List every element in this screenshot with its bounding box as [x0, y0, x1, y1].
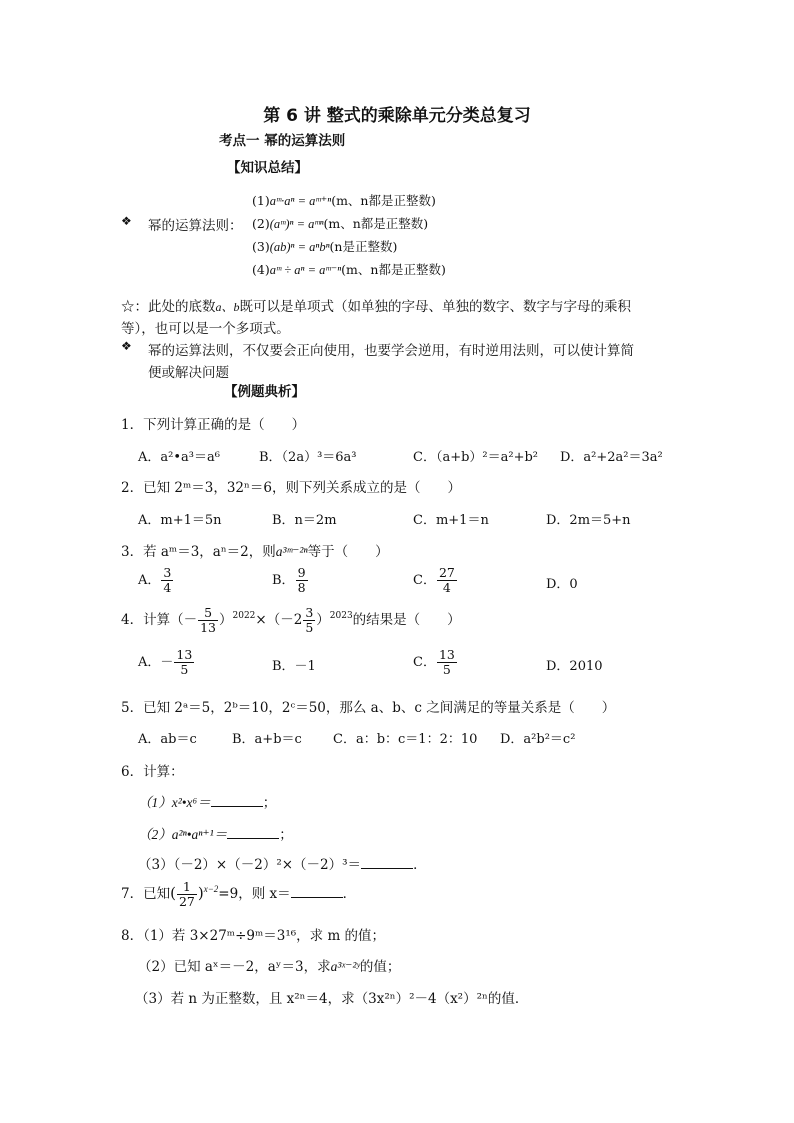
q3-option-c	[413, 566, 458, 595]
q4-f2-num: 3	[305, 605, 314, 620]
q4-option-b: B．－1	[272, 659, 316, 674]
q3-b-label: B．	[272, 573, 295, 588]
q4-exp-1: 2022	[232, 611, 256, 621]
q2-stem: 2．已知 2ᵐ＝3，32ⁿ＝6，则下列关系成立的是（ ）	[121, 480, 461, 496]
q4-stem-a: 4．计算（－	[121, 612, 198, 628]
rule-2-num: (2)	[252, 216, 270, 231]
example-header: 【例题典析】	[224, 384, 305, 400]
q1-option-a: A．a²•a³＝a⁶	[138, 450, 220, 465]
q3-b-num: 9	[297, 565, 306, 580]
q6-p2-text: （2）a²ⁿ•aⁿ⁺¹＝	[138, 827, 228, 842]
note-star: ☆：此处的底数	[121, 299, 216, 315]
q7-end: ．	[342, 886, 357, 902]
q6-blank-1[interactable]	[211, 794, 263, 807]
q3-a-label: A．	[138, 573, 161, 588]
q3-option-b	[272, 566, 309, 595]
rule-4-condition: (m、n都是正整数)	[341, 262, 446, 277]
q3-c-num: 27	[438, 565, 455, 580]
q3-stem-b: 等于（ ）	[307, 544, 389, 560]
q2-option-b: B．n＝2m	[272, 513, 337, 528]
q4-a-label: A．－	[138, 655, 174, 670]
q4-a-num: 13	[176, 647, 193, 662]
q1-option-b: B．（2a）³＝6a³	[259, 450, 357, 465]
q4-c-fraction	[437, 648, 457, 677]
rule-1	[252, 191, 436, 209]
q3-b-den: 8	[297, 580, 306, 595]
note-line-1	[121, 295, 631, 315]
page-title: 第 6 讲 整式的乘除单元分类总复习	[263, 106, 531, 126]
q4-option-c	[413, 648, 458, 677]
q4-f1-num: 5	[198, 606, 218, 621]
q7-stem: 7．已知( $\frac{1}{27}$ )$^{x-2}$=9，则 x＝ ．	[121, 879, 357, 909]
q4-c-den: 5	[442, 662, 451, 677]
q7-blank[interactable]	[291, 885, 343, 898]
q3-a-num: 3	[163, 565, 172, 580]
q5-option-c: C．a：b：c＝1：2：10	[333, 732, 478, 747]
q5-stem: 5．已知 2ᵃ＝5，2ᵇ＝10，2ᶜ＝50，那么 a、b、c 之间满足的等量关系是（ ）	[121, 700, 616, 716]
q6-part-1	[138, 791, 276, 811]
q3-stem	[121, 540, 389, 560]
note2-line-2: 便或解决问题	[148, 365, 229, 381]
q4-fraction-1	[198, 606, 218, 635]
q6-end-2: ；	[279, 827, 293, 843]
rule-1-formula: aᵐ·aⁿ = aᵐ⁺ⁿ	[269, 194, 332, 208]
q3-stem-a: 3．若 aᵐ＝3，aⁿ＝2，则	[121, 544, 276, 560]
rule-2-condition: (m、n都是正整数)	[323, 216, 429, 231]
q8-p2-a: （2）已知 aˣ＝－2，aʸ＝3，求	[138, 959, 331, 975]
q4-f1-den: 13	[200, 620, 216, 635]
section-heading: 考点一 幂的运算法则	[219, 133, 346, 149]
rule-3-condition: (n是正整数)	[329, 239, 398, 254]
q3-c-den: 4	[442, 580, 451, 595]
q8-p2-expr: a³ˣ⁻²ʸ	[330, 959, 360, 974]
q6-blank-3[interactable]	[361, 856, 413, 869]
q3-expr: a³ᵐ⁻²ⁿ	[275, 544, 308, 559]
q4-a-fraction	[174, 648, 194, 677]
q2-option-d: D．2m＝5+n	[546, 513, 631, 528]
rule-3-formula: (ab)ⁿ = aⁿbⁿ	[269, 240, 330, 254]
q3-b-fraction	[296, 566, 308, 595]
rules-label: 幂的运算法则：	[148, 218, 243, 234]
q4-fraction-2	[303, 606, 315, 635]
q6-p3-text: （3）（－2）×（－2）²×（－2）³＝	[138, 857, 362, 873]
q4-mid: ×（－2	[255, 612, 303, 628]
q5-option-b: B．a+b＝c	[232, 732, 302, 747]
note-line-1-rest: 既可以是单项式（如单独的字母、单独的数字、数字与字母的乘积	[239, 299, 632, 315]
note-ab: a、b	[215, 300, 240, 314]
rule-2-formula: (aᵐ)ⁿ = aᵐⁿ	[269, 217, 324, 231]
q3-c-label: C．	[413, 573, 436, 588]
q7-f-den: 27	[178, 894, 195, 909]
note-line-2: 等），也可以是一个多项式。	[121, 321, 290, 337]
q4-c-label: C．	[413, 655, 436, 670]
rule-1-condition: (m、n都是正整数)	[331, 193, 436, 208]
q1-stem: 1．下列计算正确的是（ ）	[121, 417, 306, 433]
q1-option-c: C．（a+b）²＝a²+b²	[413, 450, 539, 465]
q2-option-c: C．m+1＝n	[413, 513, 489, 528]
knowledge-header: 【知识总结】	[227, 160, 308, 176]
rule-4	[252, 260, 446, 278]
diamond-bullet-icon-2: ❖	[121, 339, 132, 353]
q1-option-d: D．a²+2a²＝3a²	[560, 450, 663, 465]
q6-end-1: ；	[262, 795, 277, 811]
q2-option-a: A．m+1＝5n	[138, 513, 222, 528]
q7-f-num: 1	[177, 880, 197, 895]
q6-part-3	[138, 853, 427, 873]
q4-option-a	[138, 648, 195, 677]
q5-option-a: A．ab＝c	[138, 732, 197, 747]
rule-2	[252, 214, 428, 232]
q8-part-3: （3）若 n 为正整数，且 x²ⁿ＝4，求（3x²ⁿ）²－4（x²）²ⁿ的值．	[135, 991, 529, 1007]
q6-stem: 6．计算：	[121, 764, 184, 780]
q4-f2-den: 5	[305, 620, 314, 635]
q4-option-d: D．2010	[546, 659, 603, 674]
rule-4-num: (4)	[252, 262, 270, 277]
q6-end-3: ．	[413, 857, 427, 873]
q8-part-2	[138, 955, 400, 975]
q4-stem-b: 的结果是（ ）	[352, 612, 461, 628]
q3-c-fraction	[437, 566, 457, 595]
q3-option-d: D．0	[546, 577, 578, 592]
q4-stem: 4．计算（－ $\frac{5}{13}$ ）$^{2022}$×（－2 $\frac{3}{5}$ ）$^{2023}$的结果是（ ）	[121, 605, 461, 635]
q8-part-1: 8．（1）若 3×27ᵐ÷9ᵐ＝3¹⁶，求 m 的值；	[121, 928, 386, 944]
q4-a-den: 5	[180, 662, 189, 677]
q3-a-fraction	[161, 566, 173, 595]
q4-c-num: 13	[438, 647, 455, 662]
q7-fraction	[177, 880, 197, 909]
note2-line-1: 幂的运算法则，不仅要会正向使用，也要学会逆用，有时逆用法则，可以使计算简	[148, 343, 634, 359]
q3-option-a	[138, 566, 174, 595]
diamond-bullet-icon: ❖	[121, 214, 132, 228]
q6-p1-text: （1）x²•x⁶＝	[138, 795, 211, 810]
q5-option-d: D．a²b²＝c²	[500, 732, 576, 747]
q7-stem-b: =9，则 x＝	[218, 886, 291, 902]
q3-a-den: 4	[163, 580, 172, 595]
q8-p2-b: 的值；	[359, 959, 401, 975]
rule-3	[252, 237, 397, 255]
q7-stem-a: 7．已知	[121, 886, 171, 902]
q6-part-2	[138, 823, 293, 843]
rule-4-formula: aᵐ ÷ aⁿ = aᵐ⁻ⁿ	[269, 263, 342, 277]
q4-exp-2: 2023	[329, 611, 353, 621]
rule-3-num: (3)	[252, 239, 270, 254]
q6-blank-2[interactable]	[227, 826, 279, 839]
rule-1-num: (1)	[252, 193, 270, 208]
q7-exp: x−2	[203, 884, 219, 894]
